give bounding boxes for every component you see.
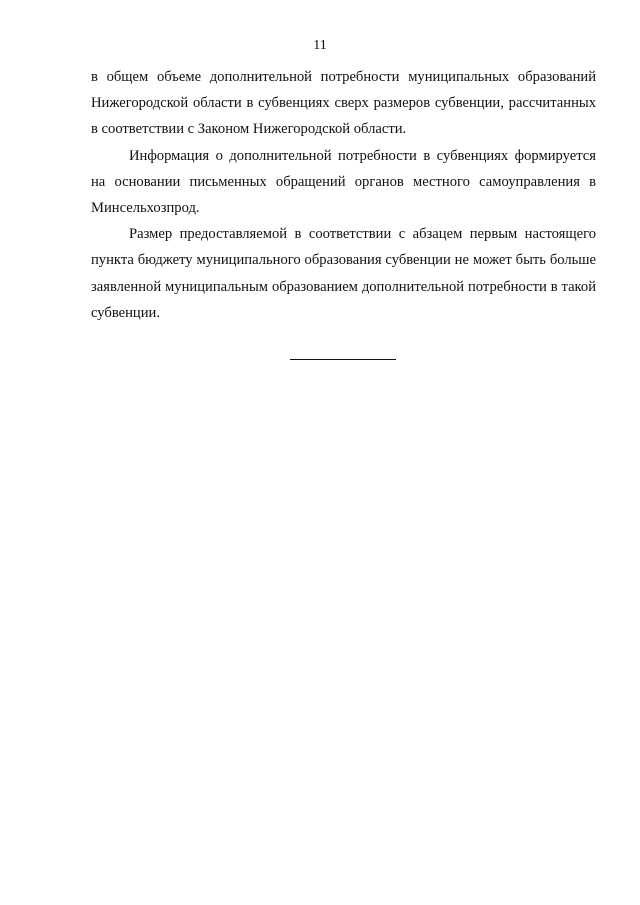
paragraph-information: Информация о дополнительной потребности в субвенциях формируется на основании письменных обращений органов местного самоуправления в Минсельхозпрод. <box>91 147 596 217</box>
paragraph-subvention-size: Размер предоставляемой в соответствии с абзацем первым настоящего пункта бюджету муниципального образования субвенции не может быть больше заявленной муниципальным образованием дополнительной потребности в такой субвенции. <box>91 226 596 321</box>
paragraph-continuation: в общем объеме дополнительной потребности муниципальных образований Нижегородской области в субвенциях сверх размеров субвенции, рассчитанных в соответствии с Законом Нижегородской области. <box>91 69 596 138</box>
page-number: 11 <box>313 38 327 53</box>
end-separator-line <box>290 359 396 360</box>
document-body <box>91 64 596 326</box>
